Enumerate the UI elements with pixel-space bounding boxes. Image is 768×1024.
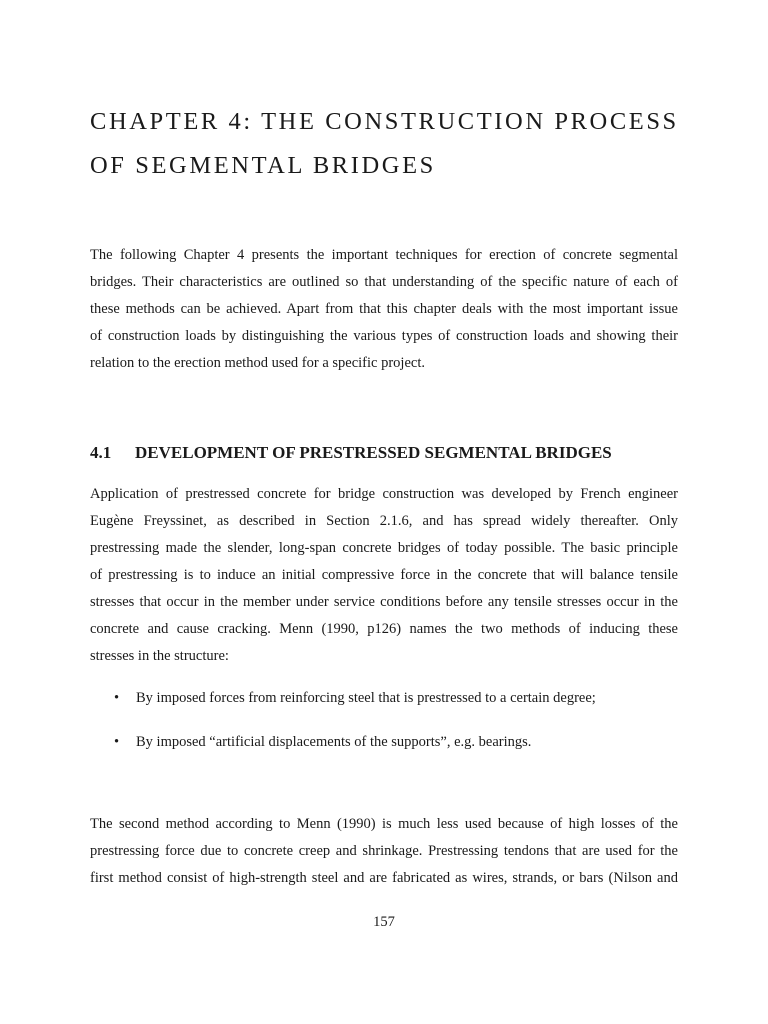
list-item	[90, 686, 678, 730]
bullet-list	[90, 686, 678, 774]
intro-line: relation to the erection method used for a specific project.	[90, 355, 425, 371]
intro-line: The following Chapter 4 presents the important techniques for erection of concrete segmental	[90, 247, 678, 263]
bullet-icon: •	[114, 734, 120, 750]
intro-paragraph	[90, 242, 678, 377]
intro-line: bridges. Their characteristics are outlined so that understanding of the specific nature of each of	[90, 274, 678, 290]
list-item	[90, 730, 678, 774]
second-method-line: prestressing force due to concrete creep and shrinkage. Prestressing tendons that are used for the	[90, 843, 678, 859]
development-line: Application of prestressed concrete for bridge construction was developed by French engineer	[90, 486, 678, 502]
intro-line: these methods can be achieved. Apart from that this chapter deals with the most important issue	[90, 301, 678, 317]
bullet-icon: •	[114, 690, 120, 706]
bullet-text: By imposed “artificial displacements of the supports”, e.g. bearings.	[136, 734, 532, 750]
development-line: of prestressing is to induce an initial compressive force in the concrete that will balance tensile	[90, 567, 678, 583]
development-line: stresses that occur in the member under service conditions before any tensile stresses occur in the	[90, 594, 678, 610]
development-line: Eugène Freyssinet, as described in Section 2.1.6, and has spread widely thereafter. Only	[90, 513, 678, 529]
page-number: 157	[373, 914, 395, 930]
development-line: prestressing made the slender, long-span concrete bridges of today possible. The basic principle	[90, 540, 678, 556]
chapter-title-line-2: OF SEGMENTAL BRIDGES	[90, 152, 436, 179]
section-title: DEVELOPMENT OF PRESTRESSED SEGMENTAL BRIDGES	[135, 443, 612, 462]
chapter-title-line-1: CHAPTER 4: THE CONSTRUCTION PROCESS	[90, 108, 679, 135]
development-line: stresses in the structure:	[90, 648, 229, 664]
second-method-line: The second method according to Menn (1990) is much less used because of high losses of the	[90, 816, 678, 832]
development-paragraph	[90, 481, 678, 670]
intro-line: of construction loads by distinguishing the various types of construction loads and showing their	[90, 328, 678, 344]
chapter-title	[90, 100, 690, 188]
second-method-line: first method consist of high-strength steel and are fabricated as wires, strands, or bars (Nilson and	[90, 870, 678, 886]
section-number: 4.1	[90, 443, 112, 462]
section-heading	[90, 443, 612, 463]
bullet-text: By imposed forces from reinforcing steel that is prestressed to a certain degree;	[136, 690, 596, 706]
development-line: concrete and cause cracking. Menn (1990, p126) names the two methods of inducing these	[90, 621, 678, 637]
second-method-paragraph	[90, 811, 678, 892]
